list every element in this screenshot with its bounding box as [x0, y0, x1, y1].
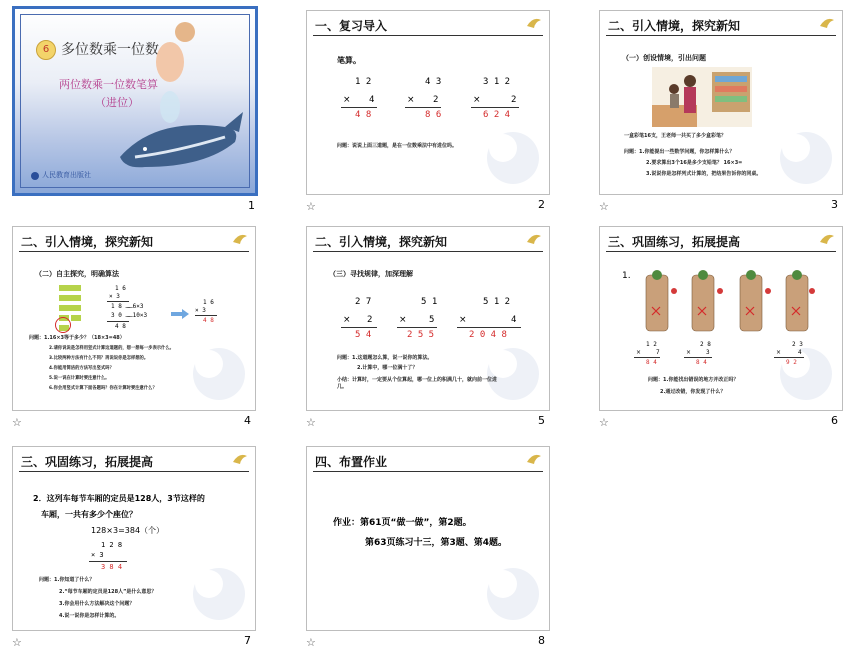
problem-2-result: 2 5 5 — [407, 330, 435, 340]
star-icon[interactable]: ☆ — [306, 200, 316, 213]
slide-4-question-2: 2.请你说说是怎样用竖式计算这道题的，想一想每一步表示什么。 — [49, 346, 174, 351]
slide-thumbnail-3[interactable] — [599, 10, 843, 215]
bird-decoration-icon — [818, 16, 836, 30]
slide-5-question-1: 问题：1.这道题怎么算，说一说你的算法。 — [337, 355, 433, 361]
problem-2-a: 4 3 — [425, 77, 442, 87]
slide-5-canvas — [306, 226, 550, 411]
problem-3-line — [471, 107, 519, 108]
slide-thumbnail-8[interactable] — [306, 446, 550, 651]
homework-line-1: 作业：第61页“做一做”，第2题。 — [333, 518, 472, 528]
slide-1-subtitle-2: （进位） — [95, 96, 139, 109]
title-divider — [313, 35, 543, 36]
problem-1-line — [634, 357, 660, 358]
slide-4-question-4: 4.你能用简洁的方法写出竖式吗？ — [49, 366, 114, 371]
slide-8-title: 四、布置作业 — [315, 455, 388, 469]
problem-1-result: 4 8 — [355, 110, 372, 120]
slide-7-title: 三、巩固练习，拓展提高 — [21, 455, 154, 469]
calc1-line-2: × 3 — [109, 293, 120, 300]
problem-3-op: × — [776, 349, 782, 356]
problem-1-a: 1 2 — [355, 77, 372, 87]
title-divider — [606, 251, 836, 252]
star-icon[interactable]: ☆ — [306, 636, 316, 649]
calc1-rule-2 — [107, 321, 129, 322]
watermark-logo-icon — [487, 348, 539, 400]
title-divider — [313, 251, 543, 252]
bird-decoration-icon — [525, 232, 543, 246]
slide-1-title: 多位数乘一位数 — [61, 42, 159, 58]
watermark-logo-icon — [780, 348, 832, 400]
star-icon[interactable]: ☆ — [599, 416, 609, 429]
slide-2-label: 笔算。 — [337, 56, 361, 65]
problem-1-b: 4 — [369, 95, 375, 105]
problem-3-line — [774, 357, 804, 358]
slide-thumbnail-1[interactable] — [12, 6, 258, 216]
calc2-line-2: × 3 — [195, 307, 206, 314]
calc2-line-3: 4 8 — [203, 317, 214, 324]
star-icon[interactable]: ☆ — [599, 200, 609, 213]
problem-2-result: 8 6 — [425, 110, 442, 120]
problem-2-op: × — [399, 315, 407, 325]
slide-7-equation: 128×3=384（个） — [91, 526, 165, 535]
slide-7-canvas — [12, 446, 256, 631]
problem-1-result: 5 4 — [355, 330, 372, 340]
slide-3-question-1: 问题：1.你能提出一些数学问题，你怎样算什么？ — [624, 149, 735, 155]
slide-4-title: 二、引入情境，探究新知 — [21, 235, 154, 249]
slide-6-question-2: 2.通过改错，你发现了什么？ — [660, 389, 726, 395]
calc1-rule-1 — [107, 301, 129, 302]
problem-3-b: 4 — [798, 349, 802, 356]
calc2-rule — [195, 315, 217, 316]
problem-1-line — [341, 327, 377, 328]
slide-3-caption: 一盒彩笔16支，王老师一共买了多少盒彩笔？ — [624, 133, 726, 139]
problem-3-op: × — [459, 315, 467, 325]
slide-5-summary: 小结：计算时，一定要从个位算起，哪一位上的积满几十，就向前一位进几。 — [337, 377, 498, 390]
title-divider — [19, 471, 249, 472]
watermark-logo-icon — [487, 132, 539, 184]
problem-2-line — [405, 107, 441, 108]
problem-3-b: 4 — [511, 315, 517, 325]
highlight-circle — [55, 317, 71, 333]
slide-number-8: 8 — [538, 634, 545, 647]
problem-2-line — [684, 357, 712, 358]
bird-decoration-icon — [525, 452, 543, 466]
slide-1-subtitle-1: 两位数乘一位数笔算 — [59, 78, 158, 91]
shop-scene-illustration — [652, 67, 752, 127]
calc1-line-5: 4 8 — [115, 323, 126, 330]
problem-2-a: 2 8 — [700, 341, 711, 348]
bird-decoration-icon — [231, 232, 249, 246]
problem-1-a: 2 7 — [355, 297, 372, 307]
problem-3-a: 5 1 2 — [483, 297, 511, 307]
calc1-line-4: 3 0 ……10×3 — [111, 312, 148, 319]
problem-2-a: 5 1 — [421, 297, 438, 307]
slide-3-question-2: 2.要求算出3个16是多少支铅笔？ 16×3= — [646, 160, 743, 166]
slide-number-7: 7 — [244, 634, 251, 647]
star-icon[interactable]: ☆ — [12, 636, 22, 649]
slide-thumbnail-5[interactable] — [306, 226, 550, 431]
problem-1-line — [341, 107, 377, 108]
slide-3-title: 二、引入情境，探究新知 — [608, 19, 741, 33]
homework-line-2: 第63页练习十三，第3题、第4题。 — [365, 538, 508, 548]
slide-number-3: 3 — [831, 198, 838, 211]
slide-number-5: 5 — [538, 414, 545, 427]
slide-thumbnail-7[interactable] — [12, 446, 256, 651]
problem-3-result: 9 2 — [786, 359, 797, 366]
problem-2-result: 8 4 — [696, 359, 707, 366]
problem-1-op: × — [636, 349, 642, 356]
slide-number-6: 6 — [831, 414, 838, 427]
problem-1-result: 8 4 — [646, 359, 657, 366]
slide-number-2: 2 — [538, 198, 545, 211]
calc1-line-3: 1 8 ……6×3 — [111, 303, 144, 310]
title-divider — [313, 471, 543, 472]
bird-decoration-icon — [231, 452, 249, 466]
slide-6-question-1: 问题：1.你能找出错误的地方并改正吗？ — [648, 377, 739, 383]
woodpecker-trees-illustration — [636, 269, 816, 333]
problem-1-b: 7 — [656, 349, 660, 356]
slide-number-1: 1 — [248, 199, 255, 212]
slide-1-publisher: 人民教育出版社 — [42, 171, 91, 179]
problem-3-a: 2 3 — [792, 341, 803, 348]
problem-3-a: 3 1 2 — [483, 77, 511, 87]
watermark-logo-icon — [193, 348, 245, 400]
problem-2-b: 5 — [429, 315, 435, 325]
slide-7-question-4: 4.说一说你是怎样计算的。 — [59, 613, 120, 619]
slide-2-canvas — [306, 10, 550, 195]
title-divider — [19, 251, 249, 252]
slide-6-canvas — [599, 226, 843, 411]
slide-5-subheading: （三）寻找规律，加深理解 — [329, 270, 413, 278]
slide-4-question-3: 3.比较两种方法有什么不同？再说说你是怎样想的。 — [49, 356, 149, 361]
problem-2-op: × — [686, 349, 692, 356]
calc-line-2: × 3 — [91, 551, 104, 559]
slide-3-canvas — [599, 10, 843, 195]
publisher-logo-icon — [31, 172, 39, 180]
slide-thumbnail-4[interactable] — [12, 226, 256, 431]
calc1-line-1: 1 6 — [115, 285, 126, 292]
bird-decoration-icon — [525, 16, 543, 30]
slide-7-text-1: 2．这列车每节车厢的定员是128人，3节这样的 — [33, 494, 205, 503]
problem-2-b: 2 — [433, 95, 439, 105]
slide-6-title: 三、巩固练习，拓展提高 — [608, 235, 741, 249]
slide-2-note: 问题：说说上面三道题，是在一位数乘法中有进位吗。 — [337, 143, 458, 149]
slide-7-question-1: 问题：1.你知道了什么？ — [39, 577, 95, 583]
problem-3-b: 2 — [511, 95, 517, 105]
slide-6-label: 1. — [622, 271, 631, 281]
problem-1-a: 1 2 — [646, 341, 657, 348]
slide-4-canvas — [12, 226, 256, 411]
slide-5-title: 二、引入情境，探究新知 — [315, 235, 448, 249]
slide-2-title: 一、复习导入 — [315, 19, 388, 33]
whale-illustration — [115, 17, 245, 189]
slide-number-4: 4 — [244, 414, 251, 427]
slide-7-question-3: 3.你会用什么方法解决这个问题？ — [59, 601, 135, 607]
problem-2-b: 3 — [706, 349, 710, 356]
slide-thumbnail-2[interactable] — [306, 10, 550, 215]
title-divider — [606, 35, 836, 36]
calc-rule — [89, 561, 127, 562]
problem-2-op: × — [407, 95, 415, 105]
slide-7-text-2: 车厢，一共有多少个座位？ — [41, 510, 137, 519]
slide-1-canvas — [12, 6, 258, 196]
calc2-line-1: 1 6 — [203, 299, 214, 306]
slide-4-question-5: 5.说一说在计算时要注意什么。 — [49, 376, 110, 381]
chapter-badge: 6 — [36, 40, 56, 60]
slide-8-canvas — [306, 446, 550, 631]
problem-2-line — [397, 327, 437, 328]
star-icon[interactable]: ☆ — [12, 416, 22, 429]
slide-7-question-2: 2.“每节车厢的定员是128人”是什么意思？ — [59, 589, 157, 595]
slide-4-subheading: （二）自主探究，明确算法 — [35, 270, 119, 278]
slide-4-question-6: 6.你会用竖式计算下面各题吗？你在计算时要注意什么？ — [49, 386, 157, 391]
slide-3-subheading: （一）创设情境，引出问题 — [622, 54, 706, 62]
problem-1-op: × — [343, 95, 351, 105]
star-icon[interactable]: ☆ — [306, 416, 316, 429]
watermark-logo-icon — [487, 568, 539, 620]
problem-1-b: 2 — [367, 315, 373, 325]
slide-5-question-2: 2.计算中，哪一位满十了？ — [357, 365, 418, 371]
problem-3-line — [457, 327, 521, 328]
calc-result: 3 8 4 — [101, 563, 123, 571]
arrow-right-icon — [171, 309, 189, 319]
slide-3-question-3: 3.说说你是怎样列式计算的，把结果告诉你的同桌。 — [646, 171, 762, 177]
slide-thumbnail-6[interactable] — [599, 226, 843, 431]
problem-1-op: × — [343, 315, 351, 325]
problem-3-result: 6 2 4 — [483, 110, 511, 120]
calc-line-1: 1 2 8 — [101, 541, 123, 549]
slide-4-question-1: 问题：1.16×3等于多少？（18×3=48） — [29, 335, 125, 341]
problem-3-result: 2 0 4 8 — [469, 330, 507, 340]
bird-decoration-icon — [818, 232, 836, 246]
watermark-logo-icon — [193, 568, 245, 620]
watermark-logo-icon — [780, 132, 832, 184]
problem-3-op: × — [473, 95, 481, 105]
